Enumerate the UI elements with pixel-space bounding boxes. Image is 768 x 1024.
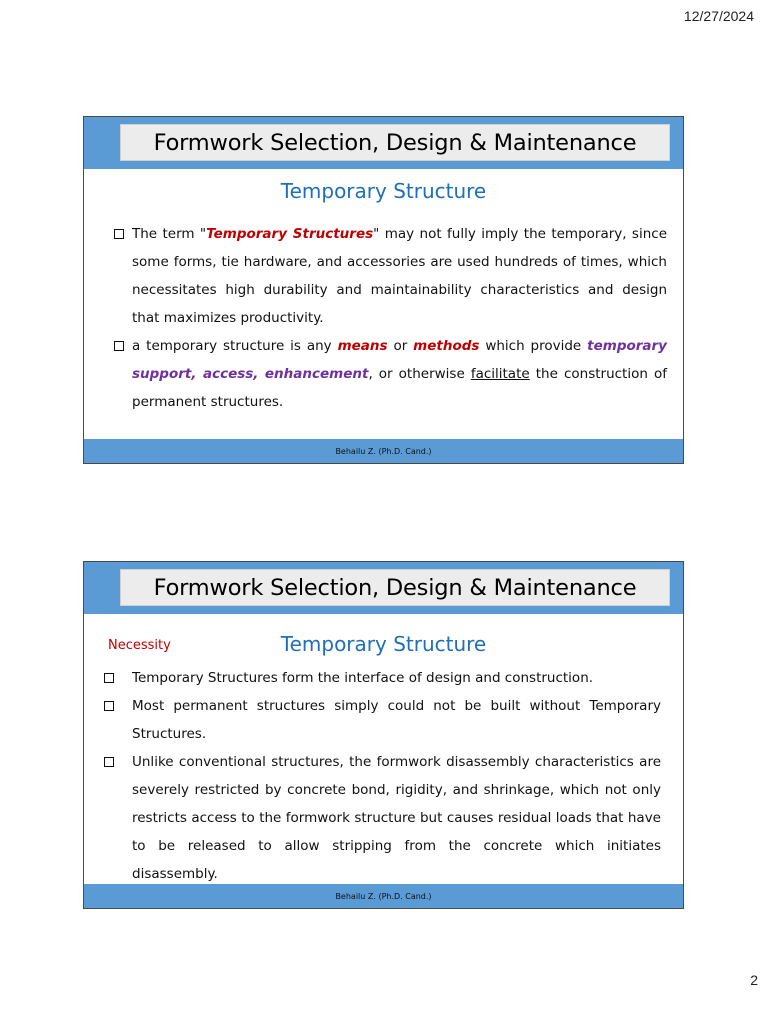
bullet-text: Unlike conventional structures, the formwork disassembly characteristics are severely restricted by concrete bond, rigidity, and shrinkage, which not only restricts access to the formwork structure but causes residual loads that have to be released to allow stripping from the concrete which initiates disassembly. [132,754,661,882]
highlight-term: means [337,338,388,354]
bullet-text: , or otherwise [368,366,471,382]
slide-2 [83,561,684,909]
slide-footer [84,884,683,908]
slide-1 [83,116,684,464]
bullet-text: Most permanent structures simply could not be built without Temporary Structures. [132,698,661,742]
checkbox-bullet-icon [104,757,114,767]
checkbox-bullet-icon [114,341,124,351]
bullet-text: or [387,338,414,354]
bullet-item [104,692,661,748]
slide-title: Formwork Selection, Design & Maintenance [153,129,637,156]
slide-title: Formwork Selection, Design & Maintenance [153,574,637,601]
bullet-text: a temporary structure is any [132,338,338,354]
bullet-text: Temporary Structures form the interface of design and construction. [132,670,594,686]
slide-header [84,562,683,614]
slide-title-box [120,124,670,161]
bullet-item [104,664,661,692]
footer-author: Behailu Z. (Ph.D. Cand.) [335,446,432,456]
slide-content [114,220,667,416]
bullet-item [104,748,661,888]
bullet-text: The term " [132,226,207,242]
slide-subtitle: Temporary Structure [280,179,487,203]
checkbox-bullet-icon [104,701,114,711]
slide-header [84,117,683,169]
slide-footer [84,439,683,463]
necessity-tag: Necessity [108,638,171,653]
page-number: 2 [750,972,758,988]
highlight-term: methods [413,338,480,354]
bullet-text: the construction of permanent structures. [132,366,667,410]
page-date: 12/27/2024 [683,8,754,24]
bullet-item [114,220,667,332]
bullet-text: which provide [479,338,588,354]
bullet-text: " may not fully imply the temporary, since some forms, tie hardware, and accessories are used hundreds of times, which necessitates high durability and maintainability characteristics and design that maximizes productivity. [132,226,667,326]
highlight-term: Temporary Structures [206,226,374,242]
underlined-term: facilitate [470,366,530,382]
highlight-term: temporary support, access, enhancement [132,338,667,382]
slide-subtitle: Temporary Structure [280,632,487,656]
checkbox-bullet-icon [114,229,124,239]
footer-author: Behailu Z. (Ph.D. Cand.) [335,891,432,901]
checkbox-bullet-icon [104,673,114,683]
bullet-item [114,332,667,416]
slide-title-box [120,569,670,606]
slide-content [104,664,661,888]
